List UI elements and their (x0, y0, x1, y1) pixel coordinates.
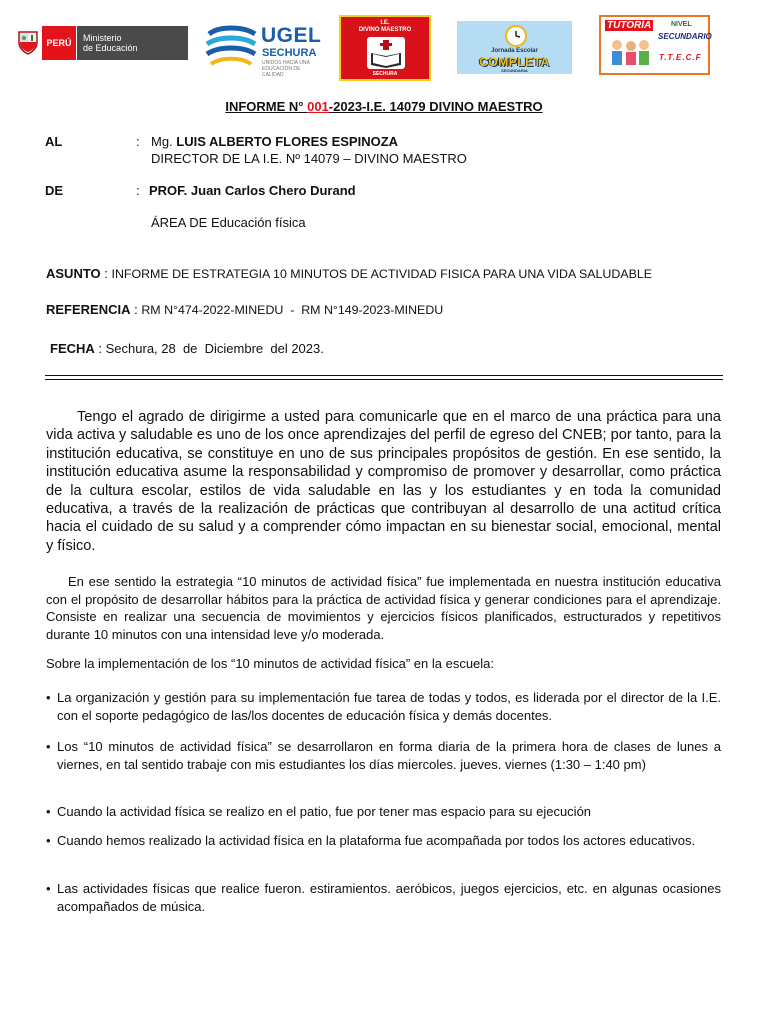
al-position: DIRECTOR DE LA I.E. Nº 14079 – DIVINO MAESTRO (151, 151, 467, 166)
ugel-title: UGEL (261, 24, 322, 47)
referencia-colon: : (130, 302, 142, 317)
list-item-text: Los “10 minutos de actividad física” se desarrollaron en forma diaria de la primera hora de clases de lunes a viernes, en tal sentido trabaje con mis estudiantes los días miercoles. jueves. viernes (1:30 – 1:40 pm) (57, 739, 721, 772)
minedu-logo (14, 26, 188, 60)
tutoria-level: SECUNDARIO (658, 32, 712, 41)
list-item (46, 689, 721, 724)
asunto-colon: : (100, 266, 112, 281)
jornada-line2: COMPLETA (479, 55, 550, 69)
jornada-completa-logo (457, 21, 572, 74)
referencia-row (46, 302, 443, 317)
referencia-value: RM N°474-2022-MINEDU - RM N°149-2023-MINEDU (141, 303, 444, 317)
list-item-text: Las actividades físicas que realice fueron. estiramientos. aeróbicos, juegos ejercicios, etc. en algunas ocasiones acompañados de música. (57, 881, 721, 914)
list-item-text: Cuando hemos realizado la actividad física en la plataforma fue acompañada por todos los actores educativos. (57, 833, 696, 848)
asunto-label: ASUNTO (46, 266, 101, 281)
list-item (46, 832, 721, 850)
fecha-colon: : (94, 341, 106, 356)
bullet-icon: • (46, 881, 51, 896)
de-name: PROF. Juan Carlos Chero Durand (149, 183, 356, 198)
de-area: ÁREA DE Educación física (151, 215, 306, 230)
list-item-text: Cuando la actividad física se realizo en el patio, fue por tener mas espacio para su ejecución (57, 804, 592, 819)
al-honorific: Mg. (151, 134, 173, 149)
ugel-waves-icon (205, 24, 257, 68)
al-colon: : (136, 134, 140, 149)
clock-icon (505, 25, 527, 47)
crest-bottom-text: SECHURA (372, 71, 398, 77)
body-paragraph-3: Sobre la implementación de los “10 minutos de actividad física” en la escuela: (46, 656, 495, 671)
students-icon (607, 37, 653, 71)
tutoria-label: TUTORÍA (607, 20, 652, 31)
bullet-icon: • (46, 739, 51, 754)
crest-name-text: DIVINO MAESTRO (358, 27, 412, 33)
title-suffix: -2023-I.E. 14079 DIVINO MAESTRO (328, 99, 543, 114)
referencia-label: REFERENCIA (46, 302, 131, 317)
bullet-icon: • (46, 833, 51, 848)
al-name: LUIS ALBERTO FLORES ESPINOZA (176, 134, 399, 149)
crest-top-text: I.E. (380, 20, 390, 26)
asunto-row (46, 266, 652, 281)
ugel-tagline: UNIDOS HACIA UNA EDUCACIÓN DE CALIDAD (262, 60, 310, 78)
crest-book-icon (367, 37, 405, 69)
de-colon: : (136, 183, 140, 198)
fecha-value: Sechura, 28 de Diciembre del 2023. (105, 341, 324, 356)
body-paragraph-1: Tengo el agrado de dirigirme a usted para comunicarle que en el marco de una práctica para una vida activa y saludable es uno de los once aprendizajes del perfil de egreso del CNEB; por tanto, para la institución educativa, se constituye en uno de sus principales propósitos de gestión. En ese sentido, la institución educativa asume la responsabilidad y compromiso de promover y desarrollar, como práctica de la cultura escolar, estilos de vida saludable en las y los estudiantes y en toda la comunidad educativa, a través de la realización de prácticas que contribuyan al desarrollo de una actitud crítica hacia el cuidado de su salud y a comprender cómo impactan en su bienestar social, emocional, mental y físico. (46, 409, 721, 554)
school-crest-logo (339, 15, 431, 81)
de-label: DE (45, 183, 64, 198)
title-number: 001 (307, 99, 329, 114)
title-prefix: INFORME N° (225, 99, 308, 114)
asunto-value: INFORME DE ESTRATEGIA 10 MINUTOS DE ACTIVIDAD FISICA PARA UNA VIDA SALUDABLE (111, 267, 653, 281)
al-label: AL (45, 134, 63, 149)
fecha-row (50, 341, 324, 356)
tutoria-logo (599, 15, 710, 75)
list-item (46, 803, 721, 821)
header-logos (0, 8, 768, 78)
fecha-label: FECHA (50, 341, 95, 356)
body-paragraph-2: En ese sentido la estrategia “10 minutos de actividad física” fue implementada en nuestra institución educativa con el propósito de desarrollar hábitos para la práctica de actividad física y generar condiciones para el aprendizaje. Consiste en realizar una secuencia de movimientos y ejercicios físicos planificados, estructurados y repetitivos durante 10 minutos con una intensidad leve y/o moderada. (46, 574, 721, 642)
tutoria-nivel: NIVEL (671, 21, 692, 28)
list-item (46, 880, 721, 915)
peru-shield-icon (14, 26, 42, 60)
divider-line-top (45, 375, 723, 376)
peru-label: PERÚ (42, 26, 77, 60)
bullet-icon: • (46, 804, 51, 819)
list-item-text: La organización y gestión para su implementación fue tarea de todas y todos, es liderada por el director de la I.E. con el soporte pedagógico de las/los docentes de educación física y demás docentes. (57, 690, 721, 723)
al-recipient (151, 134, 398, 149)
jornada-line3: SECUNDARIA (501, 68, 528, 73)
ugel-region: SECHURA (262, 47, 317, 59)
list-item (46, 738, 721, 773)
tutoria-code: T.T.E.C.F (659, 53, 702, 62)
divider-line-bottom (45, 379, 723, 380)
ministry-label: Ministerio de Educación (77, 26, 188, 60)
jornada-line1: Jornada Escolar (491, 48, 538, 54)
report-title (0, 99, 768, 114)
bullet-icon: • (46, 690, 51, 705)
ugel-logo (205, 20, 323, 78)
